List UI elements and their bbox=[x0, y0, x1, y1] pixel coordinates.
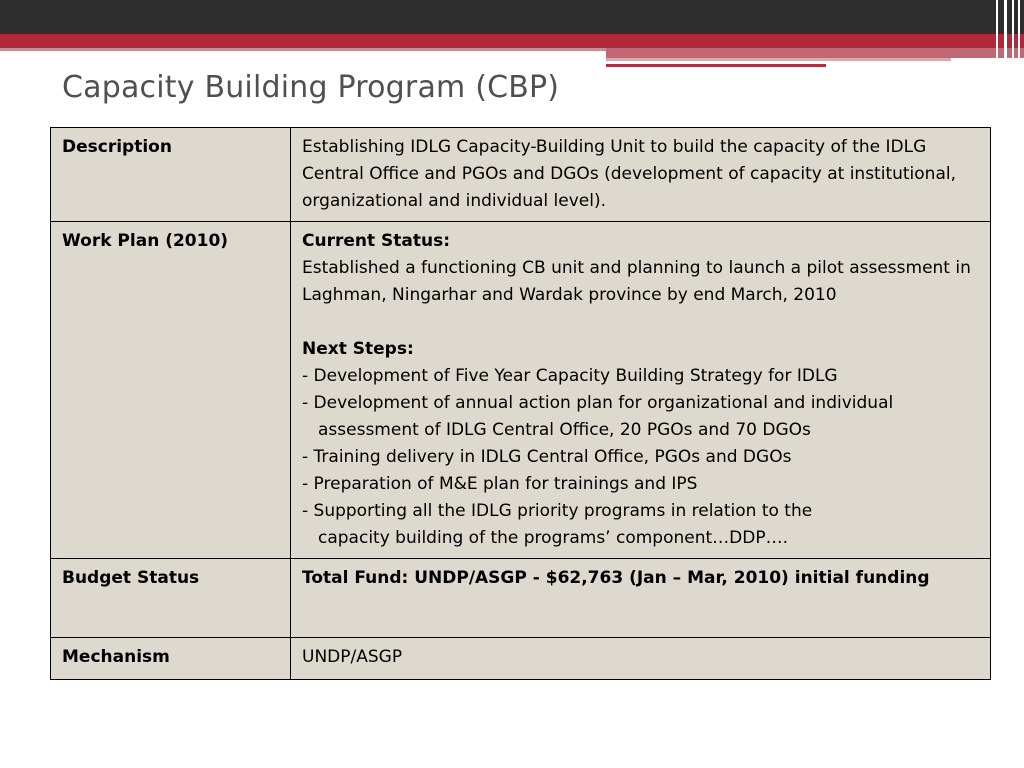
header-divider-line bbox=[1004, 0, 1007, 70]
table-row-description bbox=[51, 128, 991, 222]
spacer bbox=[302, 309, 980, 336]
header-pink-line bbox=[0, 48, 610, 51]
program-table bbox=[50, 127, 991, 680]
description-value: Establishing IDLG Capacity-Building Unit to build the capacity of the IDLG Central Office and PGOs and DGOs (development of capacity at institutional, organizational and individual level). bbox=[291, 128, 991, 222]
budget-status-value: Total Fund: UNDP/ASGP - $62,763 (Jan – Mar, 2010) initial funding bbox=[291, 559, 991, 638]
next-steps-heading: Next Steps: bbox=[302, 339, 414, 359]
description-label: Description bbox=[51, 128, 291, 222]
next-step-item: - Development of Five Year Capacity Building Strategy for IDLG bbox=[302, 366, 838, 386]
next-step-item-continuation: assessment of IDLG Central Office, 20 PGOs and 70 DGOs bbox=[318, 420, 811, 440]
table-row-work-plan bbox=[51, 222, 991, 559]
header-divider-line bbox=[996, 0, 998, 70]
work-plan-cell bbox=[291, 222, 991, 559]
current-status-heading: Current Status: bbox=[302, 231, 451, 251]
next-step-item: - Preparation of M&E plan for trainings and IPS bbox=[302, 474, 698, 494]
next-step-item-continuation: capacity building of the programs’ component…DDP…. bbox=[318, 528, 788, 548]
work-plan-label: Work Plan (2010) bbox=[51, 222, 291, 559]
mechanism-value: UNDP/ASGP bbox=[291, 638, 991, 680]
next-step-item: - Development of annual action plan for organizational and individual bbox=[302, 393, 894, 413]
budget-status-label: Budget Status bbox=[51, 559, 291, 638]
header-dark-band bbox=[0, 0, 1024, 34]
table-row-budget-status bbox=[51, 559, 991, 638]
header-red-band bbox=[0, 34, 1024, 48]
header-accent-line-dark bbox=[606, 64, 826, 67]
slide-title: Capacity Building Program (CBP) bbox=[62, 70, 560, 105]
header-divider-line bbox=[1012, 0, 1014, 70]
header-accent-line bbox=[606, 58, 951, 61]
table-row-mechanism bbox=[51, 638, 991, 680]
mechanism-label: Mechanism bbox=[51, 638, 291, 680]
current-status-text: Established a functioning CB unit and planning to launch a pilot assessment in Laghman, Ningarhar and Wardak province by end March, 2010 bbox=[302, 258, 971, 305]
next-step-item: - Supporting all the IDLG priority programs in relation to the bbox=[302, 501, 813, 521]
header-accent-stripe bbox=[606, 48, 1024, 58]
next-step-item: - Training delivery in IDLG Central Office, PGOs and DGOs bbox=[302, 447, 792, 467]
header-divider-line bbox=[1018, 0, 1020, 70]
